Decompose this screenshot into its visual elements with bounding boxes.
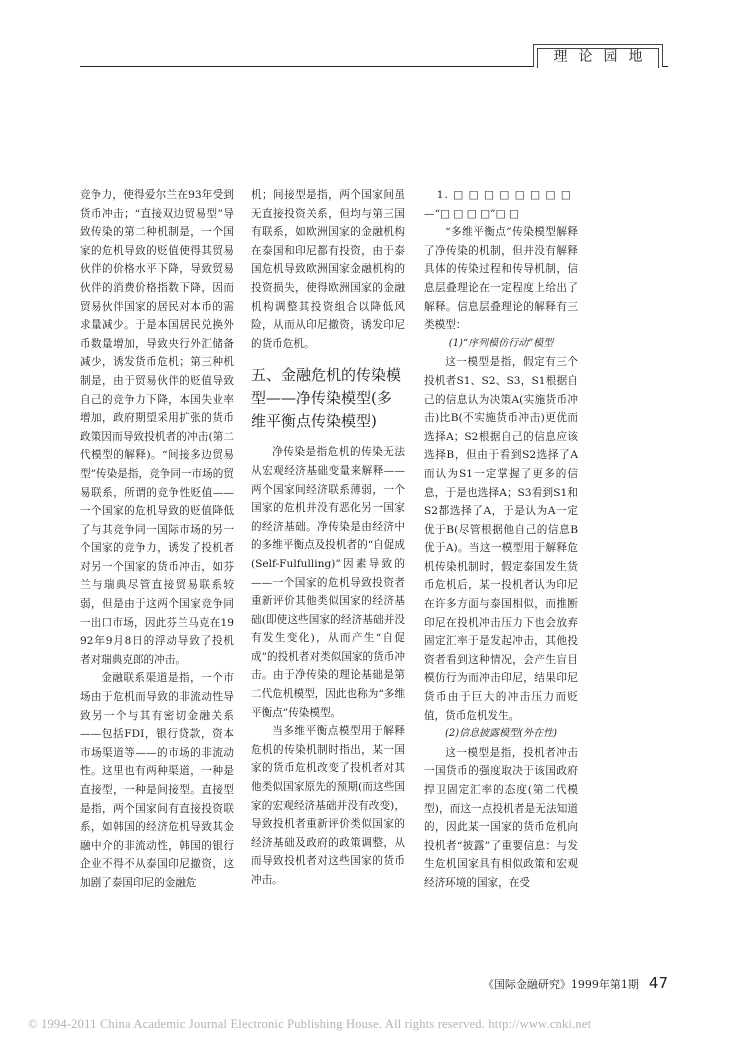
paragraph: 竞争力，使得爱尔兰在93年受到货币冲击；“直接双边贸易型”导致传染的第二种机制是，一个国家的危机导致的贬值使得其贸易伙伴的价格水平下降，导致贸易伙伴的消费价格指数下降，因而贸易伙伴国家的居民对本币的需求量减少。于是本国居民兑换外币数量增加，导致央行外汇储备减少，诱发货币危机；第三种机制是，由于贸易伙伴的贬值导致自己的竞争力下降，本国失业率增加，政府期望采用扩张的货币政策因而导致投机者的冲击(第二代模型的解释)。“间接多边贸易型”传染是指，竞争同一市场的贸易联系，所谓的竞争性贬值——一个国家的危机导致的贬值降低了与其竞争同一国际市场的另一个国家的竞争力，诱发了投机者对另一个国家的货币冲击，如芬兰与瑞典尽管直接贸易联系较弱，但是由于这两个国家竞争同一出口市场，因此芬兰马克在1992年9月8日的浮动导致了投机者对瑞典克郎的冲击。	[80, 189, 234, 666]
text-column-2	[251, 186, 405, 890]
paragraph: 当多维平衡点模型用于解释危机的传染机制时指出，某一国家的货币危机改变了投机者对其他类似国家原先的预期(而这些国家的宏观经济基础并没有改变)，导致投机者重新评价类似国家的经济基础及政府的政策调整，从而导致投机者对这些国家的货币冲击。	[251, 725, 405, 886]
sub-heading: (2)信息披露模型(外在性)	[445, 728, 557, 740]
paragraph: 金融联系渠道是指，一个市场由于危机而导致的非流动性导致另一个与其有密切金融关系——包括FDI，银行贷款，资本市场渠道等——的市场的非流动性。这里也有两种渠道，一种是直接型，一种是间接型。直接型是指，两个国家间有直接投资联系，如韩国的经济危机导致其金融中介的非流动性，韩国的银行企业不得不从泰国印尼撤资，这加剧了泰国印尼的金融危	[80, 672, 234, 889]
text-column-3	[424, 186, 578, 893]
paragraph: 这一模型是指，假定有三个投机者S1、S2、S3，S1根据自己的信息认为决策A(实施货币冲击)比B(不实施货币冲击)更优而选择A；S2根据自己的信息应该选择B，但由于看到S2选择了A而认为S1一定掌握了更多的信息，于是也选择A；S3看到S1和S2都选择了A，于是认为A一定优于B(尽管根据他自己的信息B优于A)。当这一模型用于解释危机传染机制时，假定泰国发生货币危机后，某一投机者认为印尼在许多方面与泰国相似，而推断印尼在投机冲击压力下也会放弃固定汇率于是发起冲击，其他投资者看到这种情况，会产生盲目模仿行为而冲击印尼，结果印尼货币由于巨大的冲击压力而贬值，货币危机发生。	[424, 356, 578, 722]
page-number: 47	[648, 974, 668, 992]
copyright-notice: © 1994-2011 China Academic Journal Electronic Publishing House. All rights reserved. http://www.cnki.net	[28, 1017, 592, 1031]
sub-heading: (1)“序列模仿行动”模型	[448, 337, 554, 349]
paragraph: “多维平衡点”传染模型解释了净传染的机制，但并没有解释具体的传染过程和传导机制，信息层叠理论在一定程度上给出了解释。信息层叠理论的解释有三类模型：	[424, 226, 578, 332]
journal-info: 《国际金融研究》1999年第1期	[482, 978, 639, 991]
paragraph: 机；间接型是指，两个国家间虽无直接投资关系，但均与第三国有联系，如欧洲国家的金融机构在泰国和印尼都有投资，由于泰国危机导致欧洲国家金融机构的投资损失，使得欧洲国家的金融机构调整其投资组合以降低风险，从而从印尼撤资，诱发印尼的货币危机。	[251, 189, 405, 350]
subsection-heading-line-2: —“□ □ □ □”□ □	[424, 207, 519, 220]
section-label-box	[533, 44, 663, 67]
paragraph: 净传染是指危机的传染无法从宏观经济基础变量来解释——两个国家间经济联系薄弱，一个国家的危机并没有恶化另一国家的经济基础。净传染是由经济中的多维平衡点及投机者的“自促成(Self-Fulfulling)”因素导致的——一个国家的危机导致投资者重新评价其他类似国家的经济基础(即使这些国家的经济基础并没有发生变化)，从而产生“自促成”的投机者对类似国家的货币冲击。由于净传染的理论基础是第二代危机模型，因此也称为“多维平衡点”传染模型。	[251, 446, 405, 719]
page-footer	[483, 974, 668, 992]
section-heading: 五、金融危机的传染模型——净传染模型(多维平衡点传染模型)	[251, 366, 402, 431]
section-label: 理论园地	[553, 49, 654, 65]
subsection-heading-line-1: 1. □ □ □ □ □ □ □ □	[436, 189, 572, 201]
text-column-1	[80, 186, 234, 893]
paragraph: 这一模型是指，投机者冲击一国货币的强度取决于该国政府捍卫固定汇率的态度(第二代模型)，而这一点投机者是无法知道的，因此某一国家的货币危机向投机者“披露”了重要信息：与发生危机国家具有相似政策和宏观经济环境的国家，在受	[424, 746, 578, 889]
